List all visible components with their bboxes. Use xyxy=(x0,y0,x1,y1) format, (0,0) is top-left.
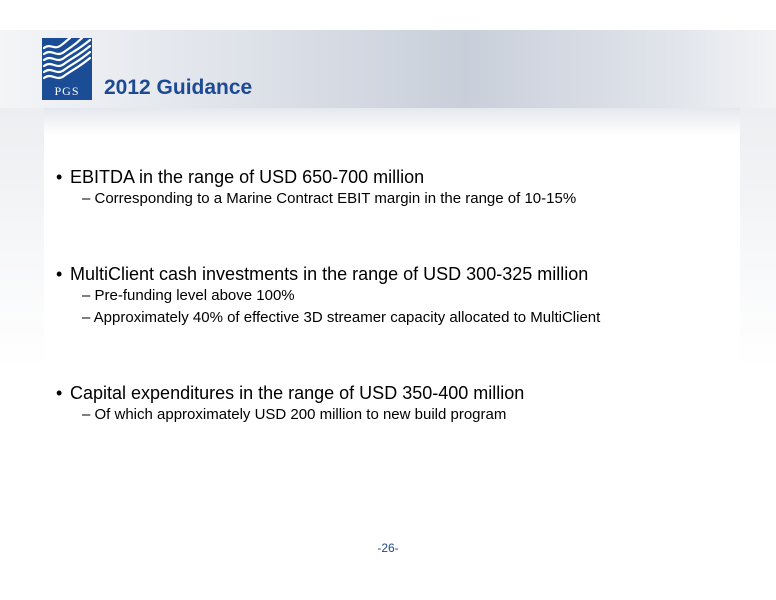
sub-bullet-new-build: – Of which approximately USD 200 million to new build program xyxy=(82,406,507,423)
pgs-logo xyxy=(42,38,92,100)
sub-bullet-streamer-capacity: – Approximately 40% of effective 3D streamer capacity allocated to MultiClient xyxy=(82,309,601,326)
bullet-multiclient: • MultiClient cash investments in the range of USD 300-325 million xyxy=(56,263,746,285)
logo-text: PGS xyxy=(54,84,80,98)
sub-bullet-ebit-margin: – Corresponding to a Marine Contract EBIT margin in the range of 10-15% xyxy=(82,190,577,207)
header-fade xyxy=(0,108,776,136)
bullet-capex: • Capital expenditures in the range of USD 350-400 million xyxy=(56,382,746,404)
bullet-group-multiclient xyxy=(56,263,746,329)
left-side-rail xyxy=(0,108,44,368)
bullet-ebitda: • EBITDA in the range of USD 650-700 million xyxy=(56,166,746,188)
slide-title: 2012 Guidance xyxy=(104,76,253,99)
bullet-group-capex xyxy=(56,382,746,426)
slide-content xyxy=(56,166,746,426)
bullet-group-ebitda xyxy=(56,166,746,210)
page-number: -26- xyxy=(377,541,399,555)
sub-bullet-prefunding: – Pre-funding level above 100% xyxy=(82,287,295,304)
